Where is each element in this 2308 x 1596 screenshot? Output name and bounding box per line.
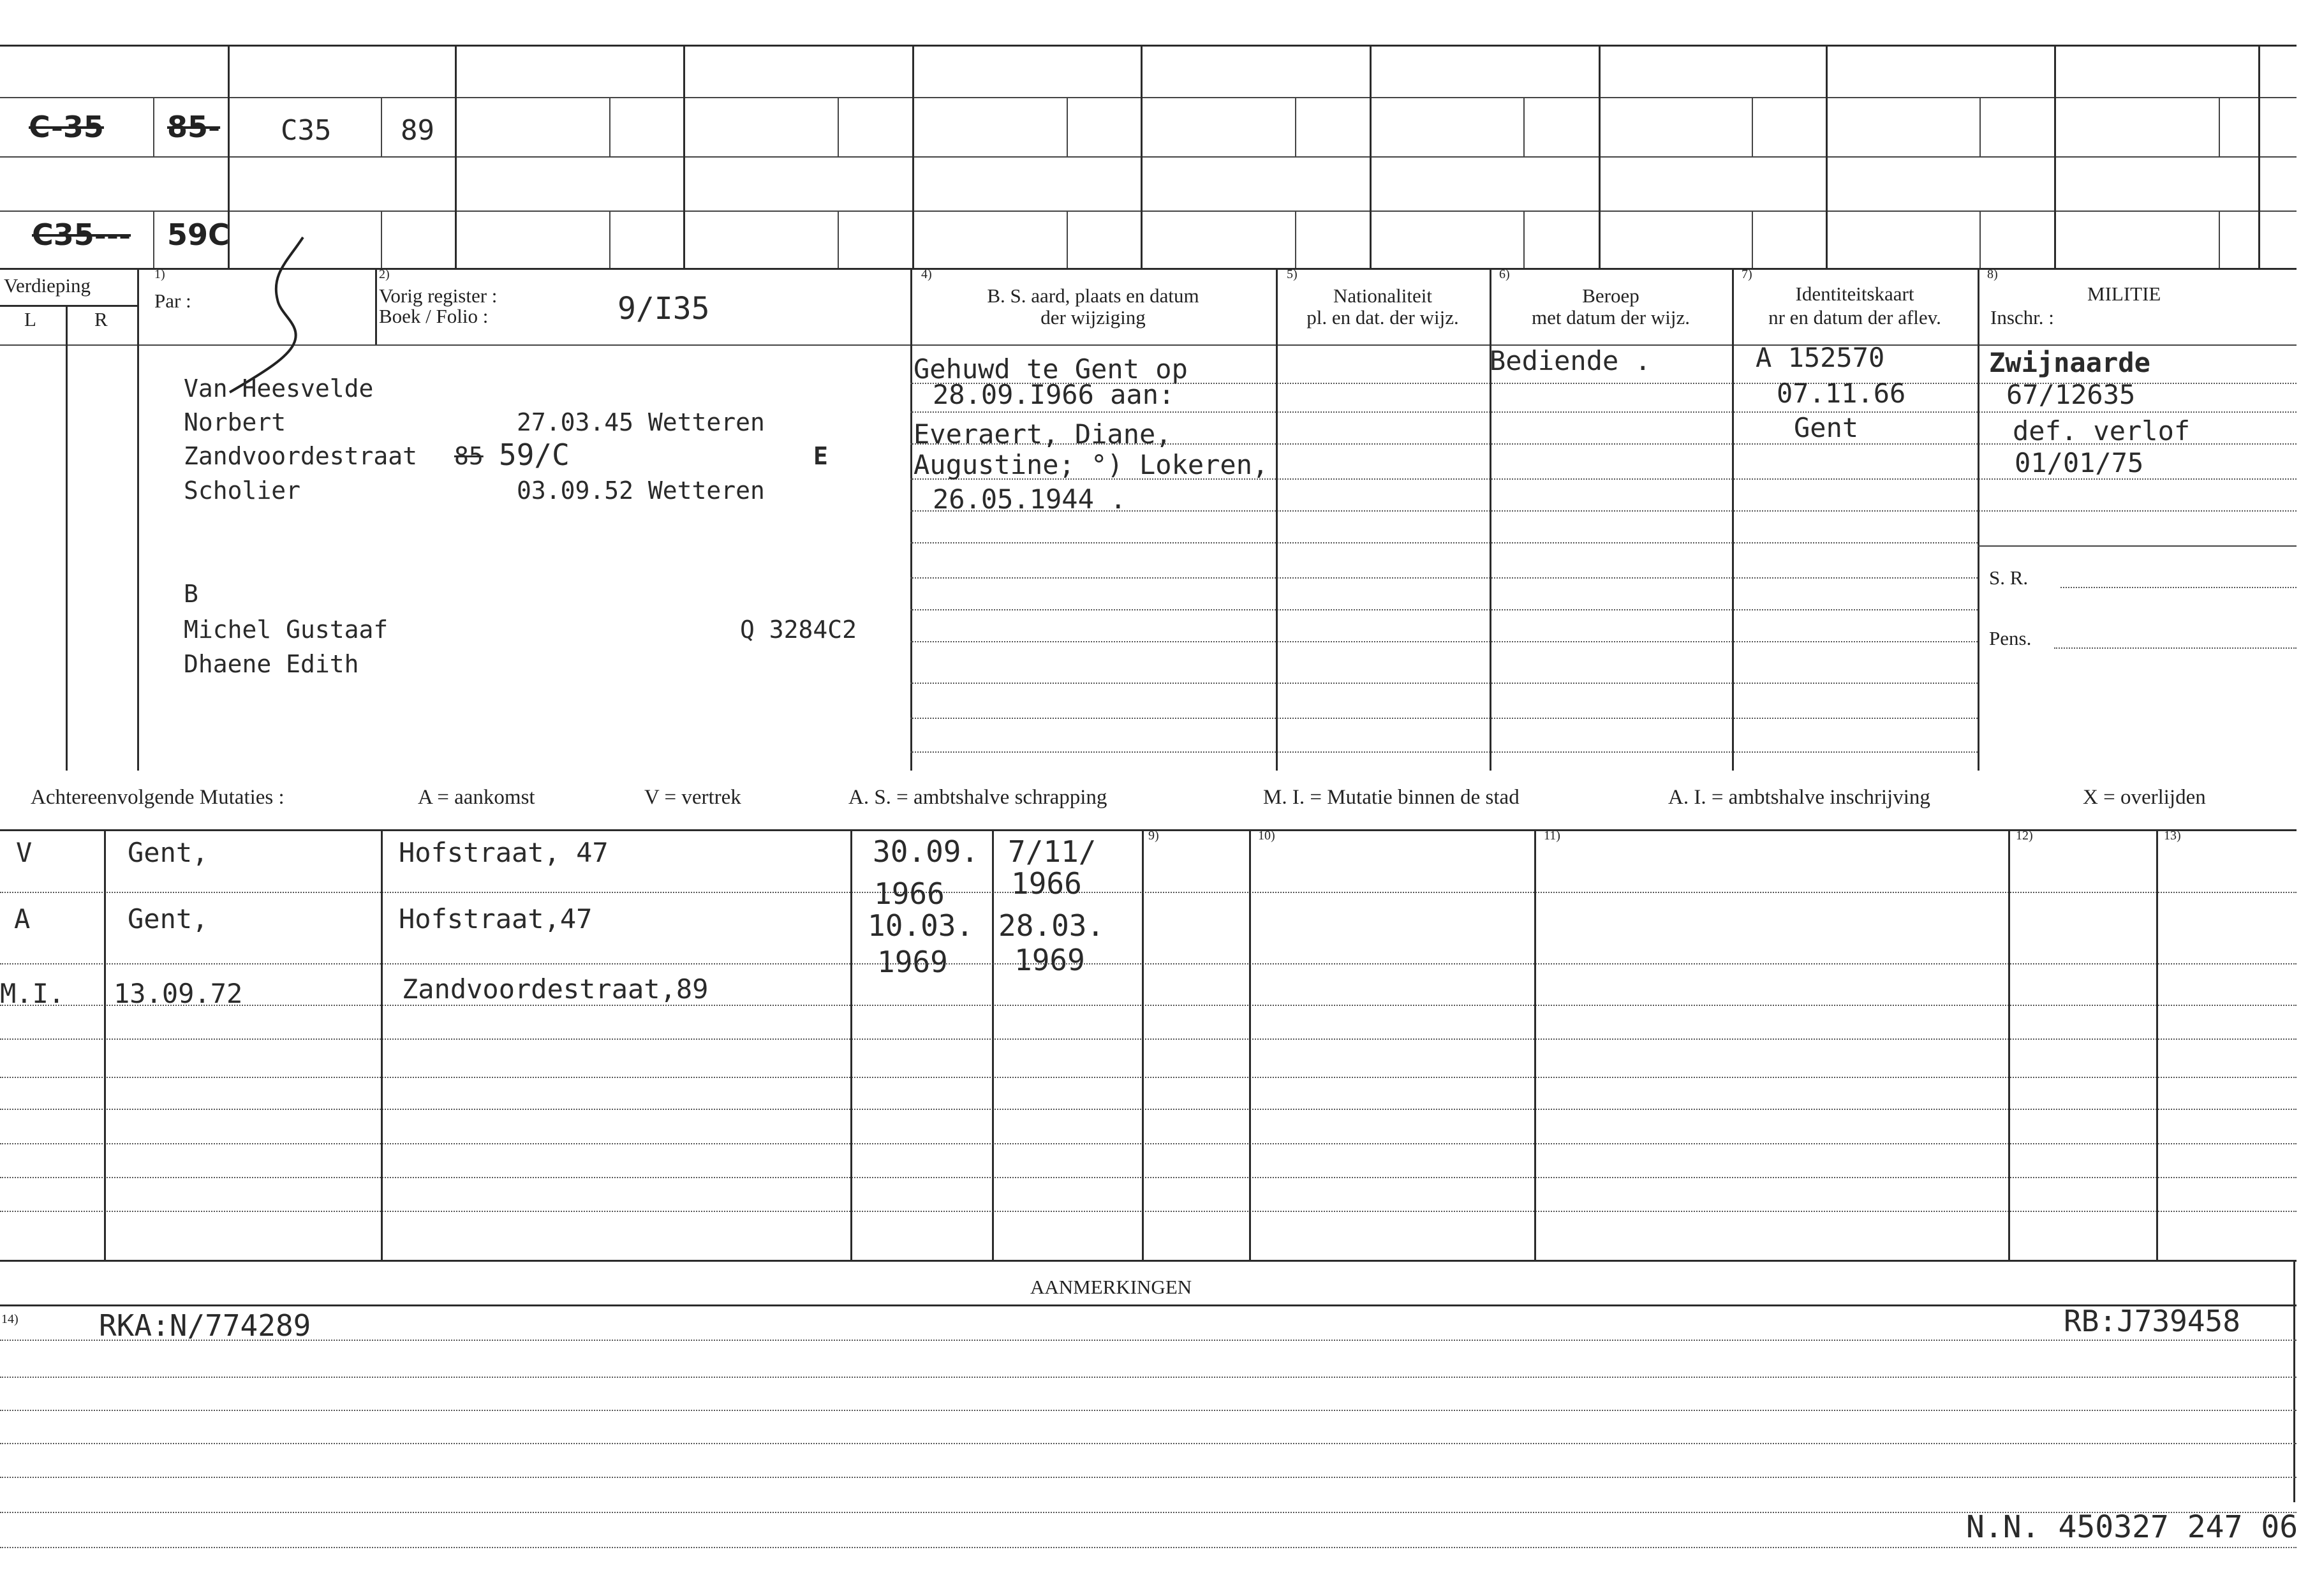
id-card-date: 07.11.66 — [1777, 378, 1906, 409]
vorig-register-label: Vorig register : — [379, 284, 498, 307]
par-num: 1) — [154, 267, 165, 281]
id-header-2: nr en datum der aflev. — [1768, 306, 1941, 329]
person-surname: Van Heesvelde — [184, 374, 374, 403]
legend-a: A = aankomst — [418, 786, 535, 809]
mut-date2a: 28.03. — [998, 908, 1105, 943]
legend-mi: M. I. = Mutatie binnen de stad — [1263, 786, 1520, 809]
mut-date1a: 30.09. — [873, 834, 979, 869]
mut-date1a: 10.03. — [868, 908, 974, 943]
person-street-mark: E — [813, 442, 828, 470]
top-code-4: 89 — [401, 114, 434, 147]
mut-type: M.I. — [0, 978, 65, 1009]
beroep-num: 6) — [1499, 267, 1510, 281]
legend-x: X = overlijden — [2083, 786, 2206, 809]
militie-status: def. verlof — [2013, 415, 2191, 447]
person-street-old: 85 — [454, 442, 484, 470]
top-code-1: C-35 — [29, 110, 104, 144]
civil-line-4: Augustine; °) Lokeren, — [914, 449, 1269, 480]
militie-pens: Pens. — [1989, 627, 2032, 649]
person-birth: 27.03.45 Wetteren — [517, 408, 765, 436]
mut-col-10: 10) — [1258, 829, 1275, 843]
civil-line-3: Everaert, Diane, — [914, 418, 1172, 450]
legend-ai: A. I. = ambtshalve inschrijving — [1668, 786, 1930, 809]
person-mother: Dhaene Edith — [184, 650, 359, 678]
top-code-2: 85- — [167, 110, 221, 144]
person-occupation-date: 03.09.52 Wetteren — [517, 477, 765, 505]
civil-line-2: 28.09.I966 aan: — [933, 379, 1175, 410]
mut-address: Hofstraat, 47 — [399, 837, 609, 868]
mut-col-12: 12) — [2016, 829, 2033, 843]
remarks-rka: RKA:N/774289 — [99, 1308, 311, 1343]
militie-num: 8) — [1987, 267, 1998, 281]
civil-line-1: Gehuwd te Gent op — [914, 353, 1188, 385]
top-code-6: 59C — [167, 218, 230, 252]
bs-num: 4) — [921, 267, 932, 281]
militie-sr: S. R. — [1989, 566, 2029, 589]
boek-folio-value: 9/I35 — [618, 291, 710, 327]
nat-header-1: Nationaliteit — [1333, 284, 1432, 307]
mut-type: V — [16, 837, 33, 868]
inschr-label: Inschr. : — [1990, 306, 2054, 329]
nat-header-2: pl. en dat. der wijz. — [1306, 306, 1459, 329]
mut-type: A — [14, 903, 31, 935]
remarks-title: AANMERKINGEN — [1030, 1276, 1192, 1298]
nat-num: 5) — [1287, 267, 1298, 281]
vorig-num: 2) — [379, 267, 390, 281]
person-street: Zandvoordestraat — [184, 442, 418, 470]
top-code-5: C35--- — [32, 218, 131, 252]
id-header-1: Identiteitskaart — [1795, 283, 1914, 305]
remarks-rb: RB:J739458 — [2064, 1304, 2240, 1338]
civil-line-5: 26.05.1944 . — [933, 484, 1127, 515]
remarks-nn: N.N. 450327 247 06 — [1966, 1509, 2298, 1545]
mut-place: 13.09.72 — [114, 978, 243, 1009]
remarks-num: 14) — [1, 1312, 18, 1326]
person-street-new: 59/C — [499, 438, 570, 472]
beroep-value: Bediende . — [1490, 345, 1651, 376]
bs-header-1: B. S. aard, plaats en datum — [987, 284, 1199, 307]
mut-place: Gent, — [128, 903, 209, 935]
mut-date1b: 1966 — [874, 876, 945, 911]
mut-address: Zandvoordestraat,89 — [402, 973, 709, 1005]
person-father: Michel Gustaaf — [184, 616, 388, 644]
legend-v: V = vertrek — [644, 786, 741, 809]
mut-date1b: 1969 — [877, 945, 948, 979]
militie-number: 67/12635 — [2006, 379, 2136, 410]
person-father-code: Q 3284C2 — [740, 616, 857, 644]
verdieping-r: R — [94, 308, 108, 330]
verdieping-l: L — [24, 308, 36, 330]
mut-place: Gent, — [128, 837, 209, 868]
legend-title: Achtereenvolgende Mutaties : — [31, 786, 285, 809]
beroep-header-1: Beroep — [1582, 284, 1639, 307]
handwritten-bracket — [217, 230, 319, 395]
mut-address: Hofstraat,47 — [399, 903, 593, 935]
bs-header-2: der wijziging — [1040, 306, 1146, 329]
militie-place: Zwijnaarde — [1989, 347, 2150, 378]
mut-col-11: 11) — [1544, 829, 1560, 843]
person-occupation: Scholier — [184, 477, 301, 505]
mut-col-9: 9) — [1148, 829, 1159, 843]
verdieping-label: Verdieping — [4, 274, 91, 297]
militie-label: MILITIE — [2087, 283, 2161, 305]
top-code-3: C35 — [281, 114, 332, 147]
id-num: 7) — [1742, 267, 1752, 281]
beroep-header-2: met datum der wijz. — [1532, 306, 1690, 329]
person-b-label: B — [184, 580, 198, 608]
mut-date2a: 7/11/ — [1008, 834, 1097, 869]
mut-date2b: 1969 — [1014, 943, 1085, 977]
mut-date2b: 1966 — [1011, 866, 1082, 901]
id-card-number: A 152570 — [1756, 342, 1885, 373]
mut-col-13: 13) — [2164, 829, 2181, 843]
boek-folio-label: Boek / Folio : — [379, 305, 489, 327]
legend-as: A. S. = ambtshalve schrapping — [848, 786, 1107, 809]
par-label: Par : — [154, 290, 191, 312]
id-card-place: Gent — [1794, 412, 1859, 443]
militie-date: 01/01/75 — [2015, 447, 2144, 478]
person-first-name: Norbert — [184, 408, 286, 436]
